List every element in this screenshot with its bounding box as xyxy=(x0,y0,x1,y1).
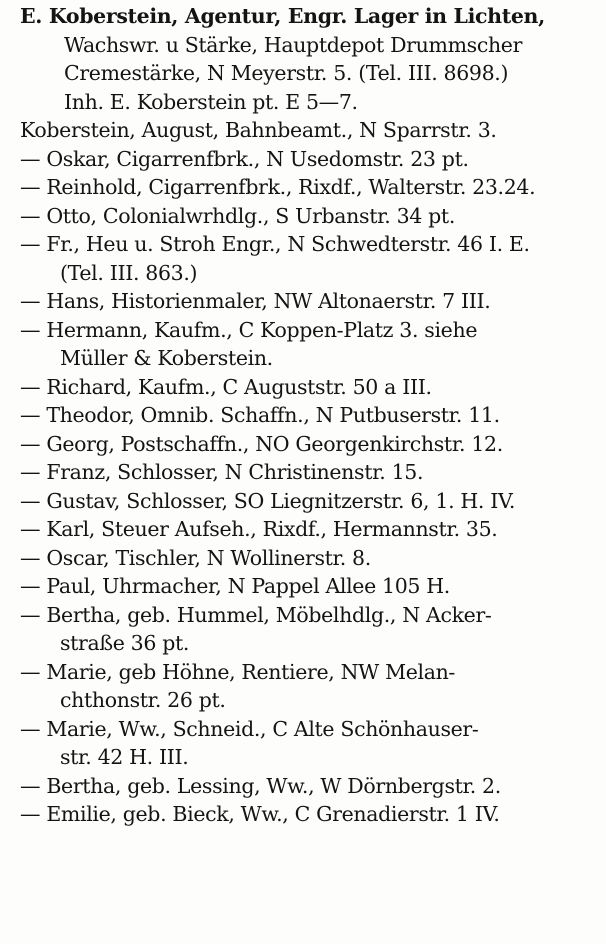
directory-entries xyxy=(20,2,598,829)
entry-line: — Paul, Uhrmacher, N Pappel Allee 105 H. xyxy=(20,574,450,598)
entry-continuation: chthonstr. 26 pt. xyxy=(60,688,226,712)
entry-continuation: Wachswr. u Stärke, Hauptdepot Drummscher xyxy=(64,32,523,57)
entry-continuation: (Tel. III. 863.) xyxy=(60,260,198,285)
entry-line: — Emilie, geb. Bieck, Ww., C Grenadierstr. 1 IV. xyxy=(20,802,500,826)
entry-line: — Franz, Schlosser, N Christinenstr. 15. xyxy=(20,460,424,484)
entry-line: — Richard, Kaufm., C Auguststr. 50 a III. xyxy=(20,374,432,399)
entry-continuation: str. 42 H. III. xyxy=(60,745,189,769)
entry-continuation: Cremestärke, N Meyerstr. 5. (Tel. III. 8698.) xyxy=(64,61,509,85)
entry-line: — Marie, geb Höhne, Rentiere, NW Melan- xyxy=(20,659,455,684)
entry-continuation: Müller & Koberstein. xyxy=(60,346,273,370)
entry-line: — Georg, Postschaffn., NO Georgenkirchstr. 12. xyxy=(20,431,503,456)
entry-line: — Bertha, geb. Hummel, Möbelhdlg., N Acker- xyxy=(20,602,492,627)
entry-line: — Theodor, Omnib. Schaffn., N Putbuserstr. 11. xyxy=(20,403,500,427)
entry-line: — Fr., Heu u. Stroh Engr., N Schwedterstr. 46 I. E. xyxy=(20,232,530,256)
entry-line: E. Koberstein, Agentur, Engr. Lager in Lichten, xyxy=(20,4,545,28)
entry-line: — Marie, Ww., Schneid., C Alte Schönhauser- xyxy=(20,716,479,741)
entry-line: — Reinhold, Cigarrenfbrk., Rixdf., Walterstr. 23.24. xyxy=(20,175,536,199)
entry-line: — Oscar, Tischler, N Wollinerstr. 8. xyxy=(20,545,371,570)
entry-continuation: Inh. E. Koberstein pt. E 5—7. xyxy=(64,89,358,114)
entry-line: — Gustav, Schlosser, SO Liegnitzerstr. 6, 1. H. IV. xyxy=(20,488,516,513)
entry-continuation: straße 36 pt. xyxy=(60,631,190,655)
entry-line: Koberstein, August, Bahnbeamt., N Sparrstr. 3. xyxy=(20,118,497,142)
entry-line: — Hermann, Kaufm., C Koppen-Platz 3. siehe xyxy=(20,317,478,342)
entry-line: — Karl, Steuer Aufseh., Rixdf., Hermannstr. 35. xyxy=(20,517,498,541)
entry-line: — Hans, Historienmaler, NW Altonaerstr. 7 III. xyxy=(20,289,491,313)
entry-line: — Otto, Colonialwrhdlg., S Urbanstr. 34 pt. xyxy=(20,203,455,228)
entry-line: — Bertha, geb. Lessing, Ww., W Dörnbergstr. 2. xyxy=(20,773,501,798)
entry-line: — Oskar, Cigarrenfbrk., N Usedomstr. 23 pt. xyxy=(20,146,469,171)
